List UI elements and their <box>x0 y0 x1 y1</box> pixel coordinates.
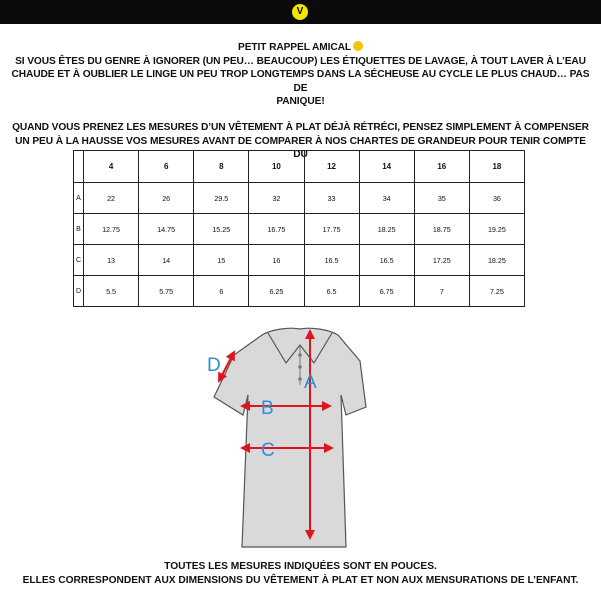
label-b: B <box>261 398 274 419</box>
brand-logo <box>292 4 308 20</box>
measurement-cell: 5.75 <box>139 276 194 307</box>
size-header-cell: 10 <box>249 151 304 183</box>
table-row <box>74 183 525 214</box>
row-label-cell: C <box>74 245 84 276</box>
measurement-cell: 6.5 <box>304 276 359 307</box>
measurement-cell: 6 <box>194 276 249 307</box>
table-corner-cell <box>74 151 84 183</box>
measurement-cell: 36 <box>469 183 524 214</box>
footer-line-1: TOUTES LES MESURES INDIQUÉES SONT EN POUCES. <box>164 561 437 572</box>
size-header-cell: 18 <box>469 151 524 183</box>
measurement-cell: 7 <box>414 276 469 307</box>
table-row <box>74 214 525 245</box>
measurement-cell: 16 <box>249 245 304 276</box>
notice-line-4: QUAND VOUS PRENEZ LES MESURES D’UN VÊTEMENT À PLAT DÉJÀ RÉTRÉCI, PENSEZ SIMPLEMENT À COMPENSER <box>12 122 589 133</box>
notice-line-2: CHAUDE ET À OUBLIER LE LINGE UN PEU TROP LONGTEMPS DANS LA SÉCHEUSE AU CYCLE LE PLUS CHAUD… PAS DE <box>11 69 590 94</box>
row-label-cell: B <box>74 214 84 245</box>
measurement-cell: 29.5 <box>194 183 249 214</box>
button <box>298 353 302 357</box>
measurement-cell: 15.25 <box>194 214 249 245</box>
measurement-cell: 17.75 <box>304 214 359 245</box>
measurement-cell: 16.5 <box>304 245 359 276</box>
measurement-cell: 32 <box>249 183 304 214</box>
button <box>298 377 302 381</box>
measurement-cell: 6.75 <box>359 276 414 307</box>
polo-shirt-shape <box>214 328 366 547</box>
notice-line-1: SI VOUS ÊTES DU GENRE À IGNORER (UN PEU… BEAUCOUP) LES ÉTIQUETTES DE LAVAGE, À TOUT LAVER À L’EAU <box>15 55 586 67</box>
row-label-cell: D <box>74 276 84 307</box>
footer-line-2: ELLES CORRESPONDENT AUX DIMENSIONS DU VÊTEMENT À PLAT ET NON AUX MENSURATIONS DE L’ENFANT. <box>22 574 579 586</box>
measurement-cell: 18.25 <box>469 245 524 276</box>
size-header-cell: 6 <box>139 151 194 183</box>
measurement-cell: 14.75 <box>139 214 194 245</box>
size-header-cell: 14 <box>359 151 414 183</box>
measurement-cell: 35 <box>414 183 469 214</box>
measurement-cell: 6.25 <box>249 276 304 307</box>
row-label-cell: A <box>74 183 84 214</box>
wink-emoji-icon <box>353 41 363 51</box>
table-row <box>74 245 525 276</box>
measurement-cell: 12.75 <box>84 214 139 245</box>
measurement-cell: 13 <box>84 245 139 276</box>
measurement-cell: 16.75 <box>249 214 304 245</box>
measurement-cell: 34 <box>359 183 414 214</box>
measurement-diagram <box>200 325 400 550</box>
label-a: A <box>304 372 317 393</box>
measurement-cell: 19.25 <box>469 214 524 245</box>
notice-block <box>10 41 591 109</box>
notice-line-3: PANIQUE! <box>276 96 325 107</box>
size-chart-table <box>73 150 525 307</box>
measurement-cell: 18.75 <box>414 214 469 245</box>
label-d: D <box>207 355 221 376</box>
measurement-cell: 15 <box>194 245 249 276</box>
polo-shirt-diagram <box>200 325 400 550</box>
measurement-cell: 14 <box>139 245 194 276</box>
label-c: C <box>261 440 275 461</box>
table-row <box>74 276 525 307</box>
top-bar <box>0 0 601 24</box>
measurement-cell: 33 <box>304 183 359 214</box>
button <box>298 365 302 369</box>
measurement-cell: 26 <box>139 183 194 214</box>
size-header-cell: 8 <box>194 151 249 183</box>
notice-line-5: UN PEU À LA HAUSSE VOS MESURES AVANT DE COMPARER À NOS CHARTES DE GRANDEUR POUR TENIR COMPTE DU <box>15 135 586 160</box>
size-header-cell: 12 <box>304 151 359 183</box>
measurement-cell: 22 <box>84 183 139 214</box>
size-header-cell: 4 <box>84 151 139 183</box>
notice-title-line <box>10 41 591 55</box>
footer-note <box>10 560 591 587</box>
measurement-cell: 16.5 <box>359 245 414 276</box>
size-header-cell: 16 <box>414 151 469 183</box>
brand-logo-letter: V <box>296 6 304 17</box>
measurement-cell: 7.25 <box>469 276 524 307</box>
table-header-row <box>74 151 525 183</box>
measurement-cell: 5.5 <box>84 276 139 307</box>
measurement-cell: 17.25 <box>414 245 469 276</box>
notice-title: PETIT RAPPEL AMICAL <box>238 42 351 53</box>
measurement-cell: 18.25 <box>359 214 414 245</box>
